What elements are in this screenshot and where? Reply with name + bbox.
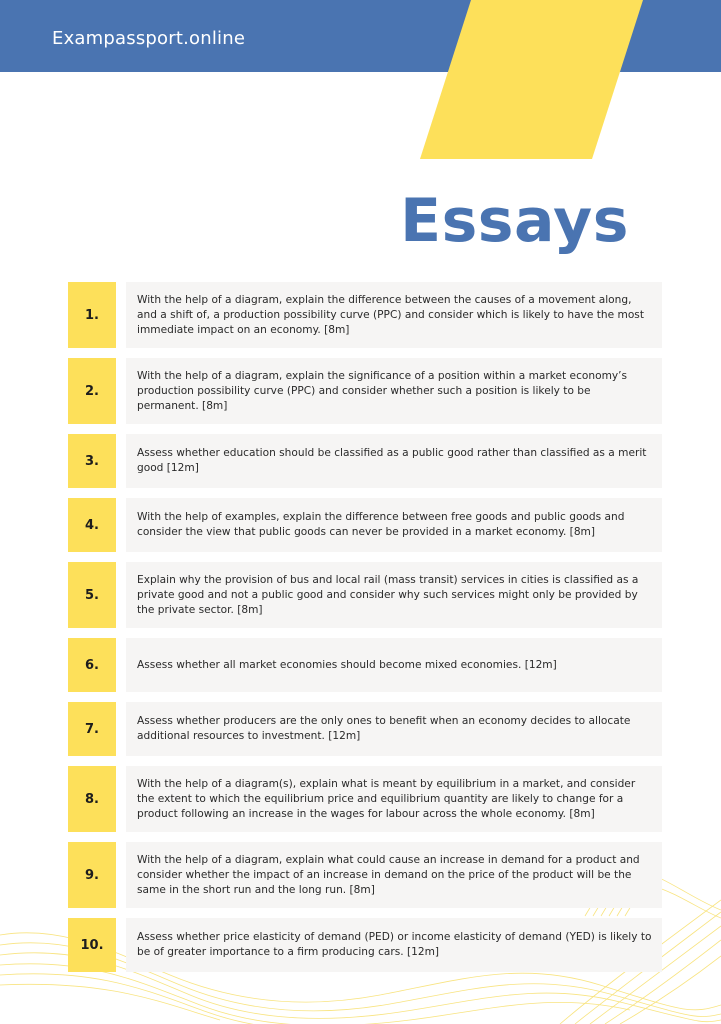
question-box <box>126 918 662 972</box>
question-number: 8. <box>68 766 116 832</box>
question-number: 7. <box>68 702 116 756</box>
question-number: 2. <box>68 358 116 424</box>
page-title: Essays <box>400 186 629 256</box>
question-text: Assess whether education should be classified as a public good rather than classified as a merit good [12m] <box>137 447 647 474</box>
question-row <box>68 282 662 348</box>
question-box <box>126 702 662 756</box>
question-box <box>126 766 662 832</box>
question-text: With the help of a diagram(s), explain what is meant by equilibrium in a market, and consider the extent to which the equilibrium price and equilibrium quantity are likely to change for a product following an increase in the wages for labour across the whole economy. [8m] <box>137 777 636 820</box>
question-text: Assess whether producers are the only ones to benefit when an economy decides to allocate additional resources to investment. [12m] <box>137 715 631 742</box>
question-text: With the help of a diagram, explain the difference between the causes of a movement along, and a shift of, a production possibility curve (PPC) and consider which is likely to have the most immediate impact on an economy. [8m] <box>137 293 644 336</box>
question-row <box>68 434 662 488</box>
question-number: 10. <box>68 918 116 972</box>
question-row <box>68 638 662 692</box>
brand-name: Exampassport.online <box>52 28 246 49</box>
question-row <box>68 498 662 552</box>
question-box <box>126 842 662 908</box>
question-number: 1. <box>68 282 116 348</box>
question-row <box>68 766 662 832</box>
question-box <box>126 498 662 552</box>
question-box <box>126 358 662 424</box>
question-text: With the help of a diagram, explain what could cause an increase in demand for a product and consider whether the impact of an increase in demand on the price of the product will be the same in the short run and the long run. [8m] <box>137 853 640 896</box>
question-number: 4. <box>68 498 116 552</box>
question-box <box>126 434 662 488</box>
question-number: 6. <box>68 638 116 692</box>
question-text: With the help of a diagram, explain the significance of a position within a market economy’s production possibility curve (PPC) and consider whether such a position is likely to be permanent. [8m] <box>137 369 628 412</box>
question-number: 9. <box>68 842 116 908</box>
question-number: 5. <box>68 562 116 628</box>
question-row <box>68 702 662 756</box>
question-text: Explain why the provision of bus and local rail (mass transit) services in cities is classified as a private good and not a public good and consider why such services might only be provided by the private sector. [8m] <box>137 573 639 616</box>
question-row <box>68 842 662 908</box>
question-box <box>126 562 662 628</box>
question-text: Assess whether all market economies should become mixed economies. [12m] <box>137 658 557 671</box>
question-row <box>68 358 662 424</box>
question-number: 3. <box>68 434 116 488</box>
question-text: Assess whether price elasticity of demand (PED) or income elasticity of demand (YED) is likely to be of greater importance to a firm producing cars. [12m] <box>137 931 652 958</box>
question-text: With the help of examples, explain the difference between free goods and public goods and consider the view that public goods can never be provided in a market economy. [8m] <box>137 511 625 538</box>
question-box <box>126 282 662 348</box>
question-row <box>68 918 662 972</box>
question-box <box>126 638 662 692</box>
question-row <box>68 562 662 628</box>
